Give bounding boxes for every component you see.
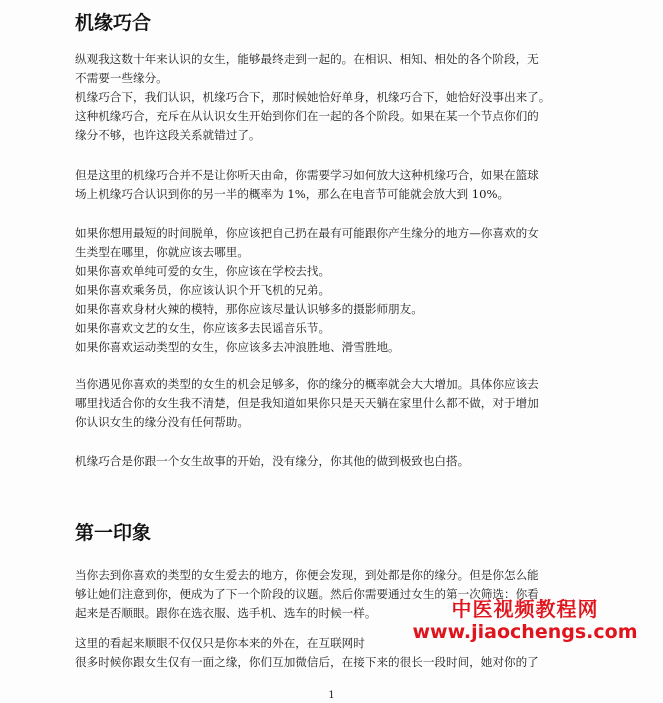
- watermark-title: 中医视频教程网: [451, 597, 599, 621]
- text-line: 但是这里的机缘巧合并不是让你听天由命，你需要学习如何放大这种机缘巧合，如果在篮球: [75, 168, 539, 182]
- page-number: 1: [328, 690, 335, 701]
- text-line: 如果你喜欢身材火辣的模特，那你应该尽量认识够多的摄影师朋友。: [75, 302, 423, 316]
- text-line: 机缘巧合下，我们认识，机缘巧合下，那时候她恰好单身，机缘巧合下，她恰好没事出来了。: [75, 90, 551, 104]
- paragraph-probability: [75, 166, 595, 204]
- paragraph-where-to-go: [75, 224, 595, 357]
- watermark-url: www.jiaochengs.com: [412, 621, 638, 643]
- text-line: 很多时候你跟女生仅有一面之缘，你们互加微信后，在接下来的很长一段时间，她对你的了: [75, 655, 539, 669]
- text-line: 如果你喜欢单纯可爱的女生，你应该在学校去找。: [75, 264, 331, 278]
- text-line: 起来是否顺眼。跟你在选衣服、选手机、选车的时候一样。: [75, 606, 377, 620]
- paragraph-intro: [75, 50, 595, 145]
- text-line: 你认识女生的缘分没有任何帮助。: [75, 415, 249, 429]
- text-line: 纵观我这数十年来认识的女生，能够最终走到一起的。在相识、相知、相处的各个阶段，无: [75, 52, 539, 66]
- text-line: 当你去到你喜欢的类型的女生爱去的地方，你便会发现，到处都是你的缘分。但是你怎么能: [75, 568, 539, 582]
- paragraph-first-screening: [75, 566, 595, 623]
- text-line: 当你遇见你喜欢的类型的女生的机会足够多，你的缘分的概率就会大大增加。具体你应该去: [75, 377, 539, 391]
- text-line: 够让她们注意到你，便成为了下一个阶段的议题。然后你需要通过女生的第一次筛选：你看: [75, 587, 539, 601]
- text-line: 如果你喜欢乘务员，你应该认识个开飞机的兄弟。: [75, 283, 331, 297]
- text-line: 场上机缘巧合认识到你的另一半的概率为 1%，那么在电音节可能就会放大到 10%。: [75, 187, 510, 201]
- paragraph-online-impression: [75, 634, 595, 672]
- text-line: 这种机缘巧合，充斥在从认识女生开始到你们在一起的各个阶段。如果在某一个节点你们的: [75, 109, 539, 123]
- text-line: 如果你喜欢运动类型的女生，你应该多去冲浪胜地、滑雪胜地。: [75, 340, 400, 354]
- paragraph-more-chances: [75, 375, 595, 432]
- section-heading-jiyuan: 机缘巧合: [75, 12, 152, 34]
- text-line: 这里的看起来顺眼不仅仅只是你本来的外在，在互联网时: [75, 636, 365, 650]
- text-line: 缘分不够，也许这段关系就错过了。: [75, 128, 261, 142]
- text-line: 如果你喜欢文艺的女生，你应该多去民谣音乐节。: [75, 321, 331, 335]
- section-heading-first-impression: 第一印象: [75, 522, 152, 544]
- text-line: 生类型在哪里，你就应该去哪里。: [75, 245, 249, 259]
- paragraph-conclusion: [75, 452, 595, 471]
- text-line: 不需要一些缘分。: [75, 71, 168, 85]
- text-line: 机缘巧合是你跟一个女生故事的开始，没有缘分，你其他的做到极致也白搭。: [75, 454, 470, 468]
- text-line: 哪里找适合你的女生我不清楚，但是我知道如果你只是天天躺在家里什么都不做，对于增加: [75, 396, 539, 410]
- text-line: 如果你想用最短的时间脱单，你应该把自己扔在最有可能跟你产生缘分的地方—你喜欢的女: [75, 226, 539, 240]
